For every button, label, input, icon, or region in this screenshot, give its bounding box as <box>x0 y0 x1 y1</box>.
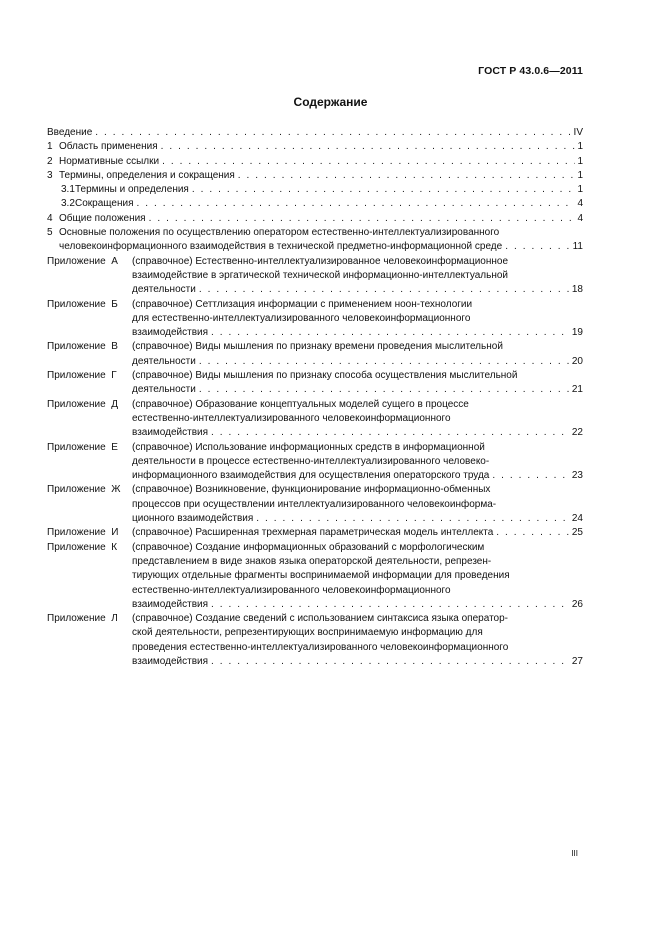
toc-section-number: 4 <box>47 212 53 224</box>
toc-entry-title: (справочное) Возникновение, функционирование информационно-обменных <box>132 484 491 496</box>
toc-entry[interactable] <box>47 340 583 369</box>
toc-entry-title: проведения естественно-интеллектуализированного человекоинформационного <box>132 641 509 653</box>
toc-page-number: 1 <box>577 141 583 153</box>
toc-entry-title: (справочное) Образование концептуальных моделей сущего в процессе <box>132 398 469 410</box>
toc-entry-title: деятельности в процессе естественно-интеллектуализированного человеко- <box>132 455 490 467</box>
toc-leader-dots <box>199 383 570 397</box>
toc-entry-title: для естественно-интеллектуализированного человекоинформационного <box>132 312 471 324</box>
toc-leader-dots <box>199 355 570 369</box>
toc-leader-dots <box>136 197 575 211</box>
toc-section-number: 3.1 <box>61 184 75 196</box>
toc-page-number: 21 <box>571 384 583 396</box>
toc-entry-title: деятельности <box>132 384 196 396</box>
toc-entry-title: ционного взаимодействия <box>132 513 254 525</box>
toc-page-number: 18 <box>571 284 583 296</box>
toc-page-number: 1 <box>577 184 583 196</box>
toc-page-number: 27 <box>571 655 583 667</box>
toc-entry[interactable] <box>47 255 583 298</box>
toc-entry[interactable] <box>47 398 583 441</box>
toc-entry[interactable] <box>47 483 583 526</box>
toc-entry-title: (справочное) Виды мышления по признаку способа осуществления мыслительной <box>132 370 518 382</box>
toc-entry-title: взаимодействие в эргатической технической информационно-интеллектуальной <box>132 269 509 281</box>
toc-page-number: 26 <box>571 598 583 610</box>
toc-section-number: 3.2 <box>61 198 75 210</box>
toc-appendix-label: Приложение Е <box>47 441 118 453</box>
toc-appendix-label: Приложение К <box>47 541 118 553</box>
toc-entry-title: процессов при осуществлении интеллектуализированного человекоинформа- <box>132 498 497 510</box>
toc-entry-title: деятельности <box>132 355 196 367</box>
page-number: III <box>571 849 578 858</box>
toc-entry-title: (справочное) Расширенная трехмерная параметрическая модель интеллекта <box>132 527 494 539</box>
toc-page-number: IV <box>573 127 583 138</box>
toc-leader-dots <box>149 212 576 226</box>
toc-entry-title: тирующих отдельные фрагменты воспринимаемой информации для проведения <box>132 570 510 582</box>
toc-leader-dots <box>162 155 575 169</box>
toc-entry-title: (справочное) Создание сведений с использованием синтаксиса языка оператор- <box>132 613 508 625</box>
toc-entry-title: деятельности <box>132 284 196 296</box>
toc-entry-title: Нормативные ссылки <box>59 155 160 167</box>
toc-entry-title: (справочное) Виды мышления по признаку времени проведения мыслительной <box>132 341 503 353</box>
toc-entry[interactable] <box>47 212 583 226</box>
toc-page-number: 23 <box>571 470 583 482</box>
toc-entry-title: (справочное) Создание информационных образований с морфологическим <box>132 541 485 553</box>
toc-entry[interactable] <box>47 226 583 255</box>
table-of-contents <box>47 126 583 669</box>
page-title: Содержание <box>293 95 368 109</box>
toc-section-number: 5 <box>47 227 53 239</box>
toc-entry-title: (справочное) Использование информационных средств в информационной <box>132 441 485 453</box>
toc-leader-dots <box>496 526 570 540</box>
toc-appendix-label: Приложение Б <box>47 298 118 310</box>
toc-leader-dots <box>211 326 570 340</box>
toc-appendix-label: Приложение Ж <box>47 484 121 496</box>
toc-page-number: 22 <box>571 427 583 439</box>
toc-entry-title: (справочное) Естественно-интеллектуализированное человекоинформационное <box>132 255 509 267</box>
toc-entry[interactable] <box>47 541 583 612</box>
toc-section-number: 1 <box>47 141 53 153</box>
toc-section-number: 2 <box>47 155 53 167</box>
toc-appendix-label: Приложение В <box>47 341 118 353</box>
toc-entry-title: Термины и определения <box>75 184 189 196</box>
toc-leader-dots <box>199 283 570 297</box>
toc-leader-dots <box>161 140 576 154</box>
toc-entry-title: взаимодействия <box>132 327 209 339</box>
toc-page-number: 1 <box>577 169 583 181</box>
toc-leader-dots <box>95 126 571 140</box>
toc-entry-title: Термины, определения и сокращения <box>59 169 235 181</box>
toc-appendix-label: Приложение И <box>47 527 119 539</box>
toc-entry[interactable] <box>47 197 583 211</box>
toc-leader-dots <box>192 183 576 197</box>
toc-leader-dots <box>505 240 570 254</box>
toc-entry-title: взаимодействия <box>132 598 209 610</box>
toc-appendix-label: Приложение А <box>47 255 118 267</box>
toc-appendix-label: Приложение Л <box>47 613 118 625</box>
toc-entry[interactable] <box>47 441 583 484</box>
toc-page-number: 11 <box>572 241 583 253</box>
toc-leader-dots <box>211 655 570 669</box>
toc-leader-dots <box>211 598 570 612</box>
toc-entry-title: представлением в виде знаков языка операторской деятельности, репрезен- <box>132 555 492 567</box>
toc-leader-dots <box>256 512 570 526</box>
toc-page-number: 20 <box>571 355 583 367</box>
toc-entry[interactable] <box>47 140 583 154</box>
toc-entry-title: информационного взаимодействия для осуществления операторского труда <box>132 470 490 482</box>
toc-section-number: 3 <box>47 169 53 181</box>
toc-entry-title: взаимодействия <box>132 655 209 667</box>
toc-entry[interactable] <box>47 169 583 183</box>
toc-entry[interactable] <box>47 526 583 540</box>
toc-leader-dots <box>238 169 576 183</box>
toc-entry-title: Сокращения <box>75 198 134 210</box>
toc-entry-title: Введение <box>47 127 93 138</box>
toc-page-number: 25 <box>571 527 583 539</box>
toc-entry-title: взаимодействия <box>132 427 209 439</box>
toc-entry[interactable] <box>47 183 583 197</box>
toc-entry[interactable] <box>47 298 583 341</box>
toc-entry-title: Общие положения <box>59 212 146 224</box>
toc-page-number: 4 <box>577 198 583 210</box>
toc-page-number: 1 <box>577 155 583 167</box>
toc-entry-title: Основные положения по осуществлению оператором естественно-интеллектуализированного <box>59 227 500 239</box>
toc-page-number: 19 <box>571 327 583 339</box>
toc-appendix-label: Приложение Г <box>47 370 117 382</box>
toc-leader-dots <box>211 426 570 440</box>
toc-entry-title: (справочное) Сеттлизация информации с применением ноон-технологии <box>132 298 473 310</box>
toc-entry-title: человекоинформационного взаимодействия в технической предметно-информационной среде <box>59 241 503 253</box>
toc-entry-title: Область применения <box>59 141 158 153</box>
toc-page-number: 24 <box>571 513 583 525</box>
toc-entry[interactable] <box>47 612 583 669</box>
toc-entry[interactable] <box>47 126 583 140</box>
toc-appendix-label: Приложение Д <box>47 398 118 410</box>
toc-entry-title: естественно-интеллектуализированного человекоинформационного <box>132 412 451 424</box>
toc-entry-title: ской деятельности, репрезентирующих воспринимаемую информацию для <box>132 627 483 639</box>
toc-entry[interactable] <box>47 369 583 398</box>
toc-leader-dots <box>492 469 570 483</box>
standard-designation: ГОСТ Р 43.0.6—2011 <box>478 65 583 77</box>
toc-page-number: 4 <box>577 212 583 224</box>
toc-entry-title: естественно-интеллектуализированного человекоинформационного <box>132 584 451 596</box>
toc-entry[interactable] <box>47 155 583 169</box>
